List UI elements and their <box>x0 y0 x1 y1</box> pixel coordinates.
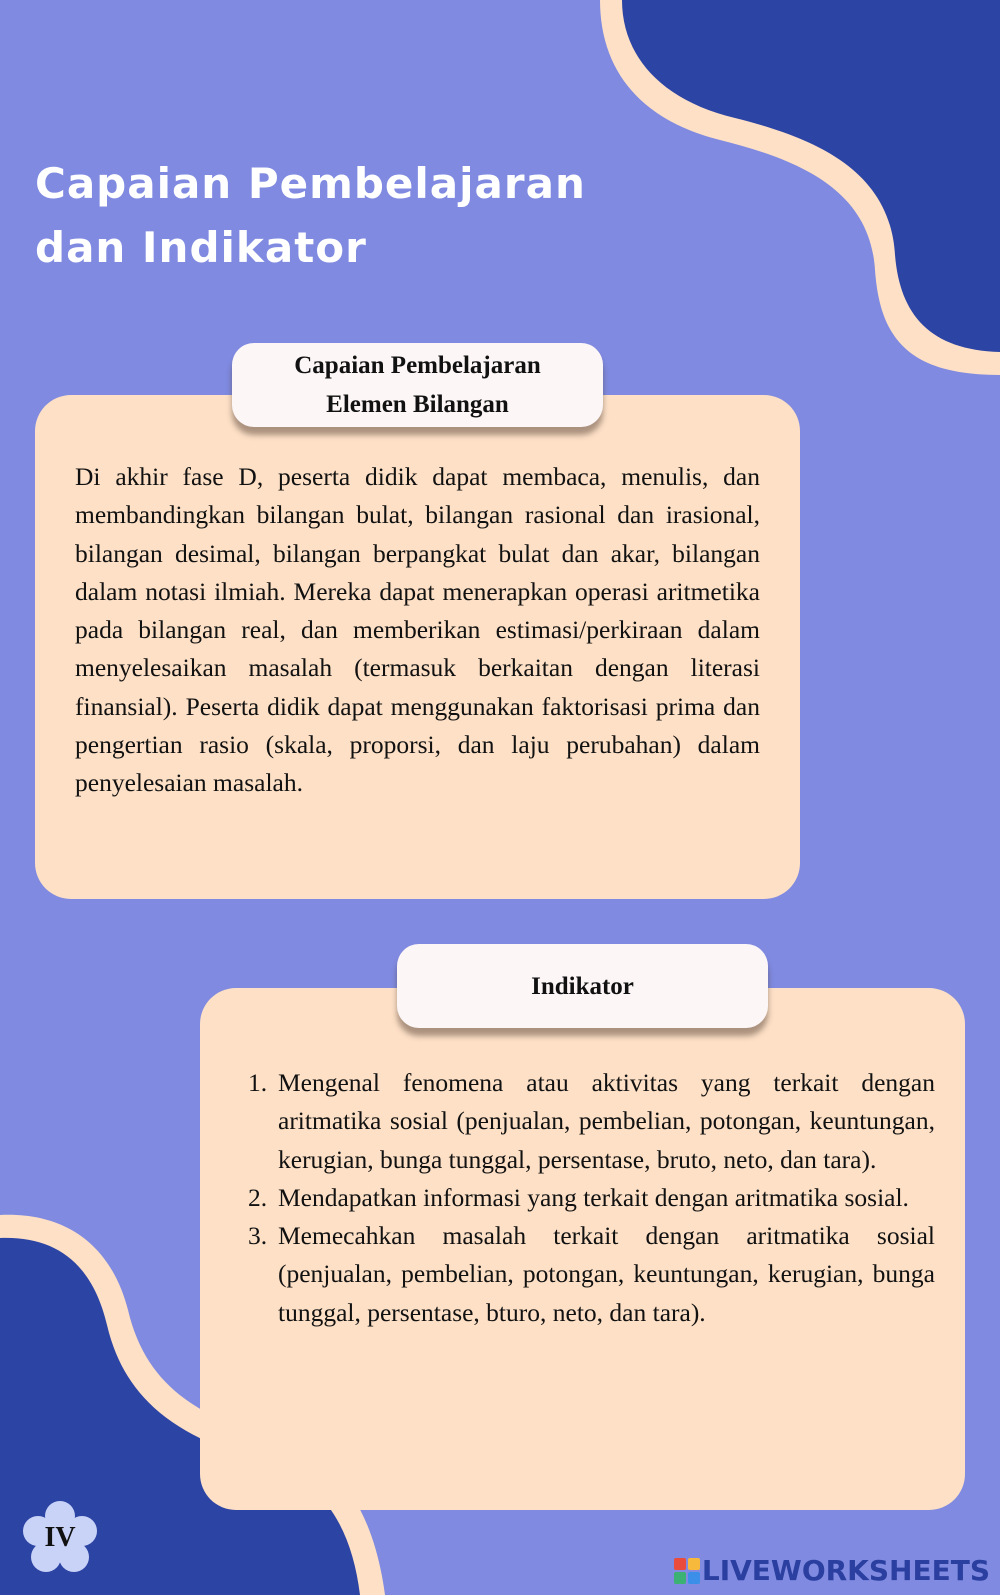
capaian-heading-line1: Capaian Pembelajaran <box>294 352 541 379</box>
indikator-item-text: Memecahkan masalah terkait dengan aritmatika sosial (penjualan, pembelian, potongan, keuntungan, kerugian, bunga tunggal, persentase, bturo, neto, dan tara). <box>278 1221 935 1327</box>
page-number: IV <box>44 1522 76 1553</box>
brand-watermark[interactable] <box>674 1554 990 1587</box>
top-right-blob <box>622 0 1000 352</box>
page-title-line2: dan Indikator <box>35 223 367 272</box>
indikator-item-text: Mendapatkan informasi yang terkait dengan aritmatika sosial. <box>278 1182 909 1212</box>
page-title <box>35 152 675 280</box>
indikator-list-item <box>248 1179 935 1217</box>
capaian-heading-line2: Elemen Bilangan <box>326 391 509 418</box>
indikator-list <box>248 1064 935 1332</box>
capaian-body-text: Di akhir fase D, peserta didik dapat membaca, menulis, dan membandingkan bilangan bulat, bilangan rasional dan irasional, bilangan desimal, bilangan berpangkat bulat dan akar, bilangan dalam notasi ilmiah. Mereka dapat menerapkan operasi aritmetika pada bilangan real, dan memberikan estimasi/perkiraan dalam menyelesaikan masalah (termasuk berkaitan dengan literasi finansial). Peserta didik dapat menggunakan faktorisasi prima dan pengertian rasio (skala, proporsi, dan laju perubahan) dalam penyelesaian masalah. <box>75 462 760 798</box>
indikator-list-item <box>248 1217 935 1332</box>
capaian-heading <box>232 343 603 427</box>
indikator-heading <box>397 944 768 1028</box>
page-title-line1: Capaian Pembelajaran <box>35 159 586 208</box>
brand-name: LIVEWORKSHEETS <box>701 1554 990 1587</box>
liveworksheets-logo-icon <box>674 1558 700 1584</box>
indikator-item-number: 3. <box>248 1221 268 1251</box>
indikator-item-number: 1. <box>248 1068 268 1097</box>
indikator-heading-label: Indikator <box>531 972 634 1000</box>
indikator-item-text: Mengenal fenomena atau aktivitas yang terkait dengan aritmatika sosial (penjualan, pembelian, potongan, keuntungan, kerugian, bunga tunggal, persentase, bruto, neto, dan tara). <box>278 1068 935 1174</box>
indikator-list-item <box>248 1064 935 1179</box>
indikator-item-number: 2. <box>248 1182 268 1212</box>
